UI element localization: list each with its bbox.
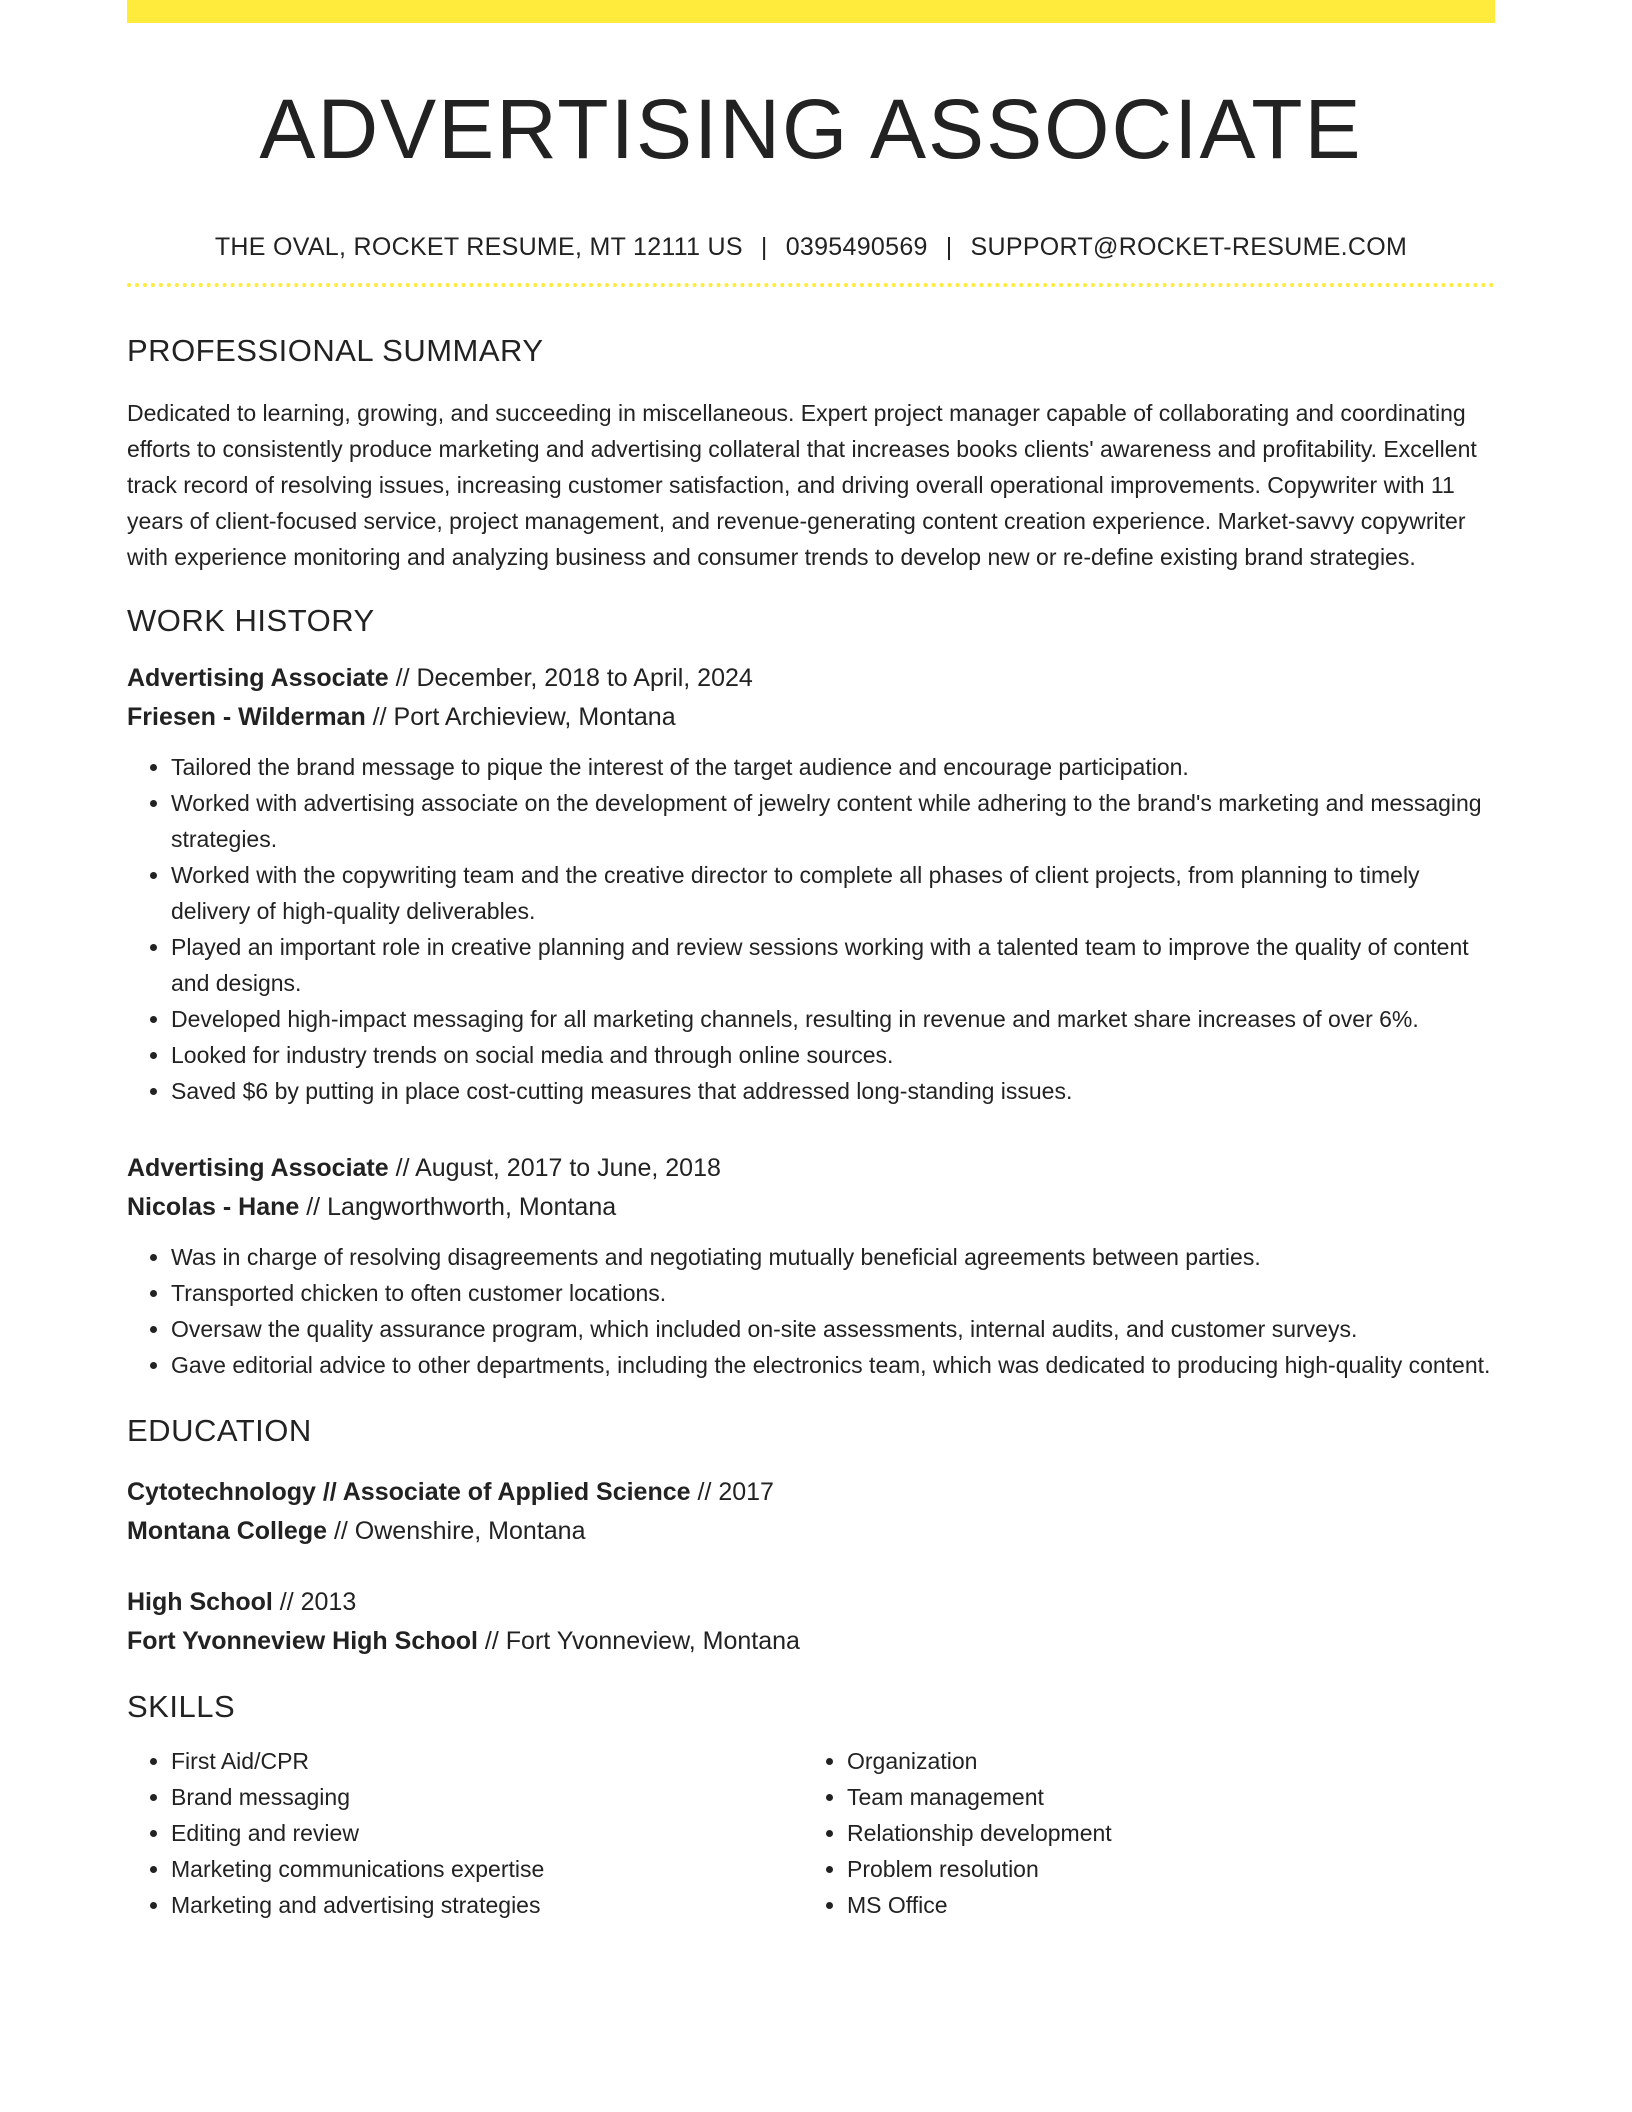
job-role: Advertising Associate bbox=[127, 1154, 389, 1182]
skills-list bbox=[127, 1743, 1495, 1923]
skills-column-left bbox=[127, 1743, 801, 1923]
job-bullet: • Oversaw the quality assurance program, which included on-site assessments, internal audits, and customer surveys. bbox=[171, 1311, 1495, 1347]
education-school-line bbox=[127, 1512, 1495, 1551]
skills-column-right bbox=[801, 1743, 1477, 1923]
job-location: // Langworthworth, Montana bbox=[299, 1193, 617, 1221]
job-bullet: • Saved $6 by putting in place cost-cutting measures that addressed long-standing issues. bbox=[171, 1073, 1495, 1109]
job-entry bbox=[127, 659, 1495, 1109]
job-location: // Port Archieview, Montana bbox=[365, 703, 676, 731]
skill-item: • Brand messaging bbox=[171, 1779, 801, 1815]
job-bullet: • Worked with advertising associate on the development of jewelry content while adhering to the brand's marketing and messaging strategies. bbox=[171, 785, 1495, 857]
skill-item: • Relationship development bbox=[847, 1815, 1477, 1851]
job-bullet: • Gave editorial advice to other departments, including the electronics team, which was dedicated to producing high-quality content. bbox=[171, 1347, 1495, 1383]
top-accent-bar bbox=[127, 0, 1495, 23]
job-bullet: • Played an important role in creative planning and review sessions working with a talented team to improve the quality of content and designs. bbox=[171, 929, 1495, 1001]
job-bullet: • Transported chicken to often customer locations. bbox=[171, 1275, 1495, 1311]
contact-separator: | bbox=[760, 233, 768, 261]
job-bullet: • Was in charge of resolving disagreements and negotiating mutually beneficial agreements between parties. bbox=[171, 1239, 1495, 1275]
education-school: Fort Yvonneview High School bbox=[127, 1627, 478, 1655]
job-role-line bbox=[127, 659, 1495, 698]
education-year: // 2013 bbox=[272, 1588, 357, 1616]
job-bullet: • Tailored the brand message to pique the interest of the target audience and encourage participation. bbox=[171, 749, 1495, 785]
education-entry bbox=[127, 1583, 1495, 1661]
job-bullets bbox=[127, 749, 1495, 1109]
contact-separator: | bbox=[945, 233, 953, 261]
contact-address: THE OVAL, ROCKET RESUME, MT 12111 US bbox=[214, 233, 743, 261]
work-history-heading: WORK HISTORY bbox=[127, 603, 375, 638]
skills-heading: SKILLS bbox=[127, 1689, 236, 1724]
skill-item: • First Aid/CPR bbox=[171, 1743, 801, 1779]
skill-item: • Marketing and advertising strategies bbox=[171, 1887, 801, 1923]
job-entry bbox=[127, 1149, 1495, 1383]
education-degree-line bbox=[127, 1583, 1495, 1622]
resume-title: ADVERTISING ASSOCIATE bbox=[259, 82, 1363, 176]
summary-text: Dedicated to learning, growing, and succeeding in miscellaneous. Expert project manager capable of collaborating and coordinating efforts to consistently produce marketing and advertising collateral that increases books clients' awareness and profitability. Excellent track record of resolving issues, increasing customer satisfaction, and driving overall operational improvements. Copywriter with 11 years of client-focused service, project management, and revenue-generating content creation experience. Market-savvy copywriter with experience monitoring and analyzing business and consumer trends to develop new or re-define existing brand strategies. bbox=[127, 400, 1477, 570]
job-company-line bbox=[127, 1188, 1495, 1227]
skill-item: • Editing and review bbox=[171, 1815, 801, 1851]
skill-item: • Team management bbox=[847, 1779, 1477, 1815]
education-degree-line bbox=[127, 1473, 1495, 1512]
education-entry bbox=[127, 1473, 1495, 1551]
education-year: // 2017 bbox=[690, 1478, 774, 1506]
job-bullet: • Looked for industry trends on social media and through online sources. bbox=[171, 1037, 1495, 1073]
job-role-line bbox=[127, 1149, 1495, 1188]
summary-heading: PROFESSIONAL SUMMARY bbox=[127, 333, 544, 368]
skill-item: • Organization bbox=[847, 1743, 1477, 1779]
education-heading: EDUCATION bbox=[127, 1413, 312, 1448]
job-company-line bbox=[127, 698, 1495, 737]
resume-page bbox=[127, 0, 1495, 1923]
education-school-line bbox=[127, 1622, 1495, 1661]
job-dates: // August, 2017 to June, 2018 bbox=[388, 1154, 721, 1182]
education-location: // Fort Yvonneview, Montana bbox=[477, 1627, 800, 1655]
skill-item: • Problem resolution bbox=[847, 1851, 1477, 1887]
skill-item: • MS Office bbox=[847, 1887, 1477, 1923]
contact-phone: 0395490569 bbox=[785, 233, 928, 261]
job-bullet: • Developed high-impact messaging for all marketing channels, resulting in revenue and market share increases of over 6%. bbox=[171, 1001, 1495, 1037]
education-school: Montana College bbox=[127, 1517, 328, 1545]
skill-item: • Marketing communications expertise bbox=[171, 1851, 801, 1887]
header-divider bbox=[127, 283, 1495, 287]
education-degree: Cytotechnology // Associate of Applied Science bbox=[127, 1478, 691, 1506]
job-bullets bbox=[127, 1239, 1495, 1383]
education-location: // Owenshire, Montana bbox=[327, 1517, 586, 1545]
contact-line bbox=[127, 231, 1495, 263]
contact-email: SUPPORT@ROCKET-RESUME.COM bbox=[970, 233, 1408, 261]
job-company: Friesen - Wilderman bbox=[127, 703, 366, 731]
job-bullet: • Worked with the copywriting team and the creative director to complete all phases of client projects, from planning to timely delivery of high-quality deliverables. bbox=[171, 857, 1495, 929]
job-role: Advertising Associate bbox=[127, 664, 389, 692]
job-company: Nicolas - Hane bbox=[127, 1193, 300, 1221]
education-degree: High School bbox=[127, 1588, 273, 1616]
job-dates: // December, 2018 to April, 2024 bbox=[388, 664, 753, 692]
